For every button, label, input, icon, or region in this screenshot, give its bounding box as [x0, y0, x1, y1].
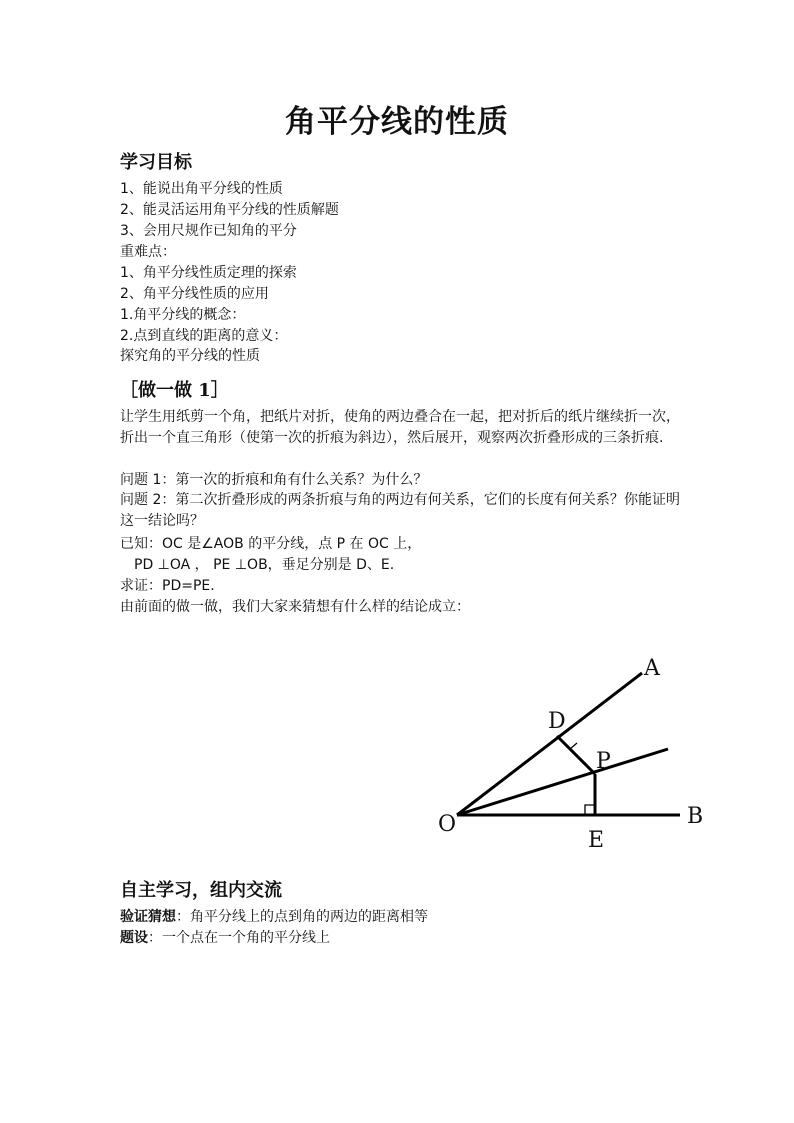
ray-oa: [457, 673, 642, 815]
label-d: D: [548, 709, 566, 734]
concept-item: 1.角平分线的概念：: [120, 307, 246, 323]
given-line-1: 已知：OC 是∠AOB 的平分线，点 P 在 OC 上，: [120, 536, 422, 552]
key-point-item: 1、角平分线性质定理的探索: [120, 265, 297, 281]
activity-text: 让学生用纸剪一个角，把纸片对折，使角的两边叠合在一起，把对折后的纸片继续折一次，折出一个直三角形（使第一次的折痕为斜边），然后展开，观察两次折叠形成的三条折痕.: [120, 409, 680, 446]
label-e: E: [588, 828, 605, 853]
label-a: A: [644, 656, 660, 681]
objective-item: 2、能灵活运用角平分线的性质解题: [120, 202, 339, 218]
guess-line: 由前面的做一做，我们大家来猜想有什么样的结论成立：: [120, 599, 470, 615]
question-1: 问题 1：第一次的折痕和角有什么关系？为什么？: [120, 472, 428, 488]
objective-item: 3、会用尺规作已知角的平分: [120, 223, 297, 239]
given-line-2: PD ⊥OA ， PE ⊥OB，垂足分别是 D、E.: [134, 557, 395, 573]
prove-line: 求证：PD=PE.: [120, 578, 215, 594]
label-b: B: [687, 804, 704, 829]
label-o: O: [438, 812, 457, 837]
verify-text: ：角平分线上的点到角的两边的距离相等: [176, 909, 428, 925]
angle-bisector-figure: [430, 648, 730, 860]
objectives-heading: 学习目标: [120, 152, 192, 173]
activity-heading: ［做一做 1］: [120, 380, 229, 401]
premise-line: [120, 928, 330, 948]
verify-label: 验证猜想: [120, 909, 176, 925]
objective-item: 1、能说出角平分线的性质: [120, 181, 283, 197]
concept-item: 2.点到直线的距离的意义：: [120, 328, 288, 344]
explore-title: 探究角的平分线的性质: [120, 348, 260, 364]
self-study-heading: 自主学习，组内交流: [120, 880, 282, 901]
page-title: 角平分线的性质: [285, 104, 509, 140]
label-p: P: [596, 749, 611, 774]
question-2: 问题 2：第二次折叠形成的两条折痕与角的两边有何关系，它们的长度有何关系？你能证明这一结论吗？: [120, 492, 680, 529]
premise-text: ：一个点在一个角的平分线上: [148, 930, 330, 946]
key-point-item: 2、角平分线性质的应用: [120, 286, 269, 302]
bisector-oc: [457, 749, 668, 815]
verify-line: [120, 907, 428, 927]
premise-label: 题设: [120, 930, 148, 946]
segment-pd: [557, 736, 595, 774]
key-points-label: 重难点：: [120, 244, 176, 260]
